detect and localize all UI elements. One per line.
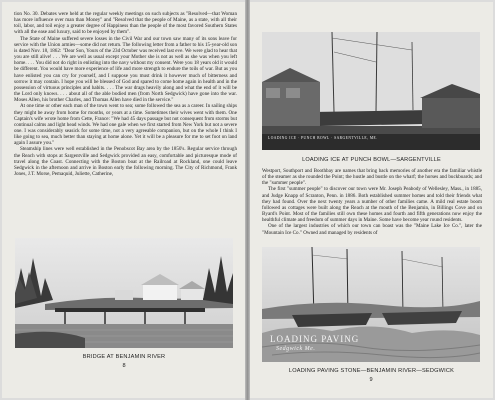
loading-ice-caption: LOADING ICE AT PUNCH BOWL—SARGENTVILLE [302, 157, 441, 163]
right-page-text [262, 168, 482, 236]
bridge-photo [15, 238, 233, 348]
left-page [2, 2, 245, 398]
page-number: 8 [122, 363, 126, 369]
paving-stone-photo-label-line1: LOADING PAVING [270, 334, 360, 344]
paving-stone-photo-label-line2: Sedgwick Me. [276, 346, 316, 352]
left-page-text [14, 11, 237, 177]
paragraph: The State of Maine suffered severe losses in the Civil War and our town saw many of its sons leave for service with the Union armies—some did not return. The following letter from a father to his 15-year-old son is dated Nov. 18, 1862: "Dear Son, Yours of the 23d October was received last eve. We were glad to hear that you are still alive! . . . We are well as usual except your Mother she is not as well as she was when you left home. . . . You did not do right in enlisting into the navy without my consent. Were you 18 years old it would be different. You would have more experience of life and more strength to endure the toils of war. But as you have enlisted you can cry for yourself, and I suppose you must drink it however much of bitterness and sorrow it may contain. I hope you will be blessed of God and spared to come home again in health and in the possession of virtuous principles and habits. . . . The war drags heavily along and what the end of it will be the Lord only knows. . . . about all of the able bodied men (from North Sedgwick) have gone into the war. Moses Allen, his brother Charles, and Thomas Allen have died in the service." [14, 35, 237, 104]
loading-ice-photo-label: LOADING ICE · PUNCH BOWL · SARGENTVILLE, ME. [268, 136, 378, 140]
loading-ice-photo-image [262, 32, 480, 150]
paving-stone-caption: LOADING PAVING STONE—BENJAMIN RIVER—SEDGWICK [288, 368, 455, 374]
bridge-photo-image [15, 238, 233, 348]
paragraph: At one time or other each man of the town went to sea; some followed the sea as a career. In sailing ships they might be away from home for months, or years at a time. Sometimes their wives went with them. One Captain's wife wrote home from Cette, France: "We had 45 days passage but not consequent from storms but continual calms and light head winds. We had one gale when we first started from New York but not a severe one. I was considerably seasick for some time, not a very agreeable companion, but on the whole I think I like going to sea, much better than staying at home alone. Yet it will be a pleasure for me to set foot on land again I assure you." [14, 103, 237, 147]
loading-ice-photo [262, 32, 480, 150]
paragraph: Steamship lines were well established in the Penobscot Bay area by the 1850's. Regular service through the Reach with stops at Sargentville and Sedgwick provided an easy, comfortable and picturesque mode of travel along the Coast. Connecting with the Boston boat at the Railroad at Rockland, one could leave Sedgwick in the afternoon and arrive in Boston early the following morning. The City of Richmond, Frank Jones, J.T. Morse, Pemaquid, Juliette, Catherine, [14, 146, 237, 178]
paragraph: Westport, Southport and Boothbay are names that bring back memories of another era the familiar whistle of the steamer as she rounded the Point; the hustle and bustle on the wharf; the horses and buckboards; and the "summer people". [262, 168, 482, 187]
page-number: 9 [369, 377, 373, 383]
right-page [250, 2, 493, 398]
paving-stone-photo-image [262, 247, 480, 362]
paragraph: One of the largest industries of which our town can boast was the "Maine Lake Ice Co.", later the "Mountain Ice Co." Owned and managed by residents of [262, 223, 482, 236]
paragraph: The first "summer people" to discover our town were Mr. Joseph Peabody of Wellesley, Mass., in 1885, and Judge Knapp of Scranton, Penn. in 1886. Both established summer homes and told their friends what they had found. Over the next twenty years a number of other families came. A mild real estate boom followed as cottages were built along the Reach at the mouth of the Benjamin, in Billings Cove and on Byard's Point. Most of the families still own these homes and fourth and fifth generations now enjoy the healthful climate and freedom of summer days in Maine. Some have become year round residents. [262, 186, 482, 224]
paragraph: tion No. 30. Debates were held at the regular weekly meetings on such subjects as "Resolved—that Woman has more influence over man than Money" and "Resolved that the people of Maine, as a state, with all their toil, labor, and toil enjoy a greater degree of Happiness than the people of the most favored Southern States with all the ease and luxury, said to be enjoyed by them". [14, 11, 237, 36]
paving-stone-photo [262, 247, 480, 362]
bridge-caption: BRIDGE AT BENJAMIN RIVER [82, 354, 166, 360]
